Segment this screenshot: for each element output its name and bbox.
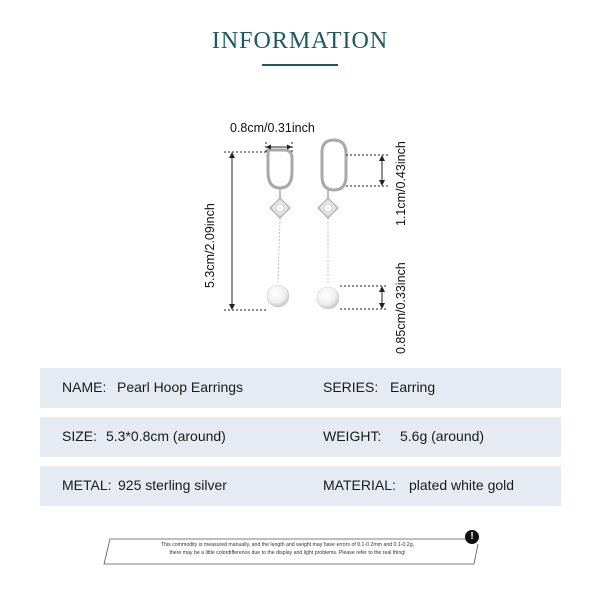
- width-label: 0.8cm/0.31inch: [230, 121, 315, 135]
- length-label: 5.3cm/2.09inch: [203, 203, 217, 288]
- disclaimer-notice: [100, 534, 475, 564]
- spec-label: MATERIAL:: [323, 477, 396, 493]
- spec-value: 5.6g (around): [400, 428, 485, 444]
- left-pearl: [267, 285, 289, 307]
- spec-label: SIZE:: [62, 428, 98, 444]
- spec-label: WEIGHT:: [323, 428, 382, 444]
- spec-value: 5.3*0.8cm (around): [106, 428, 226, 444]
- hoop-measure: [346, 155, 388, 186]
- left-earring: [267, 150, 292, 307]
- right-earring: [317, 140, 346, 309]
- page-title: INFORMATION: [211, 28, 389, 54]
- right-pearl: [317, 287, 339, 309]
- disclaimer-text: [100, 542, 475, 557]
- right-gem-icon: [318, 198, 338, 218]
- spec-label: METAL:: [62, 477, 112, 493]
- left-gem-icon: [270, 198, 290, 218]
- hoop-height-label: 1.1cm/0.43inch: [394, 141, 408, 226]
- spec-label: SERIES:: [323, 379, 379, 395]
- spec-value: Earring: [390, 379, 436, 395]
- spec-label: NAME:: [62, 379, 107, 395]
- disclaimer-line-1: This commodity is measured manually, and the length and weight may have errors of 0.1-0.2mm and 0.1-0.2g,: [160, 542, 415, 548]
- pearl-size-label: 0.85cm/0.33inch: [394, 262, 408, 354]
- spec-value: Pearl Hoop Earrings: [117, 379, 244, 395]
- spec-value: plated white gold: [409, 477, 515, 493]
- spec-row-name: [40, 368, 561, 408]
- exclamation-icon: !: [465, 530, 479, 544]
- disclaimer-line-2: there may be a little colordifference due to the display and light problems. Please refer to the real thing!: [169, 549, 406, 556]
- pearl-measure: [340, 286, 388, 309]
- spec-row-metal: [40, 466, 561, 506]
- spec-row-size: [40, 417, 561, 457]
- spec-value: 925 sterling silver: [118, 477, 227, 493]
- length-measure: [224, 152, 268, 310]
